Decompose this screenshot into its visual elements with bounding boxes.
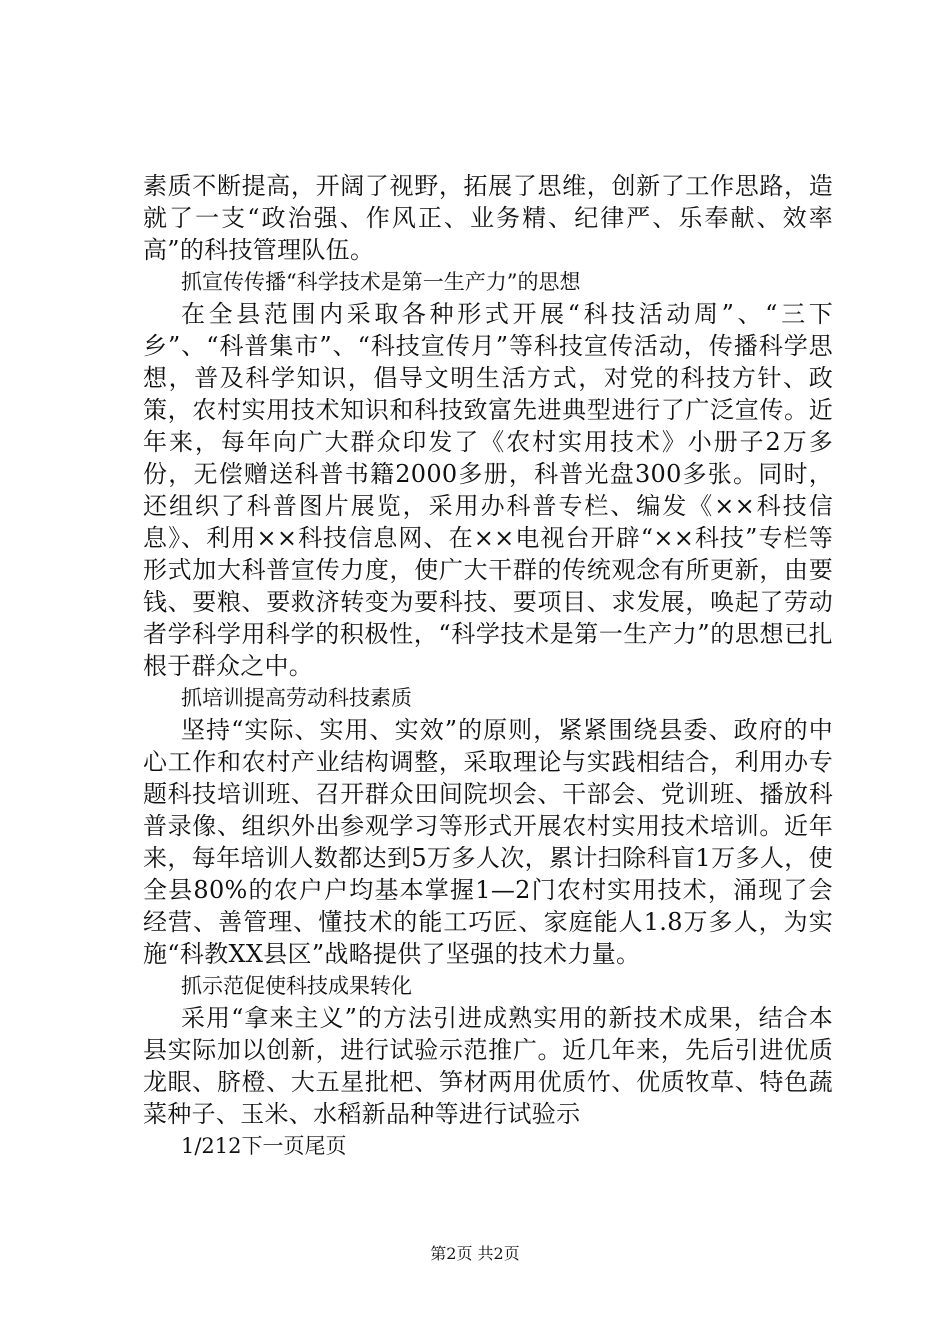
paragraph-publicity: 在全县范围内采取各种形式开展“科技活动周”、“三下乡”、“科普集市”、“科技宣传月”等科技宣传活动，传播科学思想，普及科学知识，倡导文明生活方式，对党的科技方针、政策，农村实用技术知识和科技致富先进典型进行了广泛宣传。近年来，每年向广大群众印发了《农村实用技术》小册子2万多份，无偿赠送科普书籍2000多册，科普光盘300多张。同时，还组织了科普图片展览，采用办科普专栏、编发《××科技信息》、利用××科技信息网、在××电视台开辟“××科技”专栏等形式加大科普宣传力度，使广大干群的传统观念有所更新，由要钱、要粮、要救济转变为要科技、要项目、求发展，唤起了劳动者学科学用科学的积极性，“科学技术是第一生产力”的思想已扎根于群众之中。: [143, 300, 833, 680]
section-heading-publicity: 抓宣传传播“科学技术是第一生产力”的思想: [181, 270, 581, 294]
page-footer: 第2页 共2页: [430, 1244, 520, 1263]
section-heading-training: 抓培训提高劳动科技素质: [181, 686, 412, 710]
paragraph-training: 坚持“实际、实用、实效”的原则，紧紧围绕县委、政府的中心工作和农村产业结构调整，采取理论与实践相结合，利用办专题科技培训班、召开群众田间院坝会、干部会、党训班、播放科普录像、组织外出参观学习等形式开展农村实用技术培训。近年来，每年培训人数都达到5万多人次，累计扫除科盲1万多人，使全县80%的农户户均基本掌握1—2门农村实用技术，涌现了会经营、善管理、懂技术的能工巧匠、家庭能人1.8万多人，为实施“科教XX县区”战略提供了坚强的技术力量。: [143, 716, 833, 968]
pagination-links[interactable]: 1/212下一页尾页: [181, 1134, 347, 1158]
section-heading-demonstration: 抓示范促使科技成果转化: [181, 974, 412, 998]
document-body: [143, 170, 833, 1162]
paragraph-intro: 素质不断提高，开阔了视野，拓展了思维，创新了工作思路，造就了一支“政治强、作风正、业务精、纪律严、乐奉献、效率高”的科技管理队伍。: [143, 172, 833, 264]
paragraph-demonstration: 采用“拿来主义”的方法引进成熟实用的新技术成果，结合本县实际加以创新，进行试验示范推广。近几年来，先后引进优质龙眼、脐橙、大五星批杷、笋材两用优质竹、优质牧草、特色蔬菜种子、玉米、水稻新品种等进行试验示: [143, 1004, 833, 1128]
